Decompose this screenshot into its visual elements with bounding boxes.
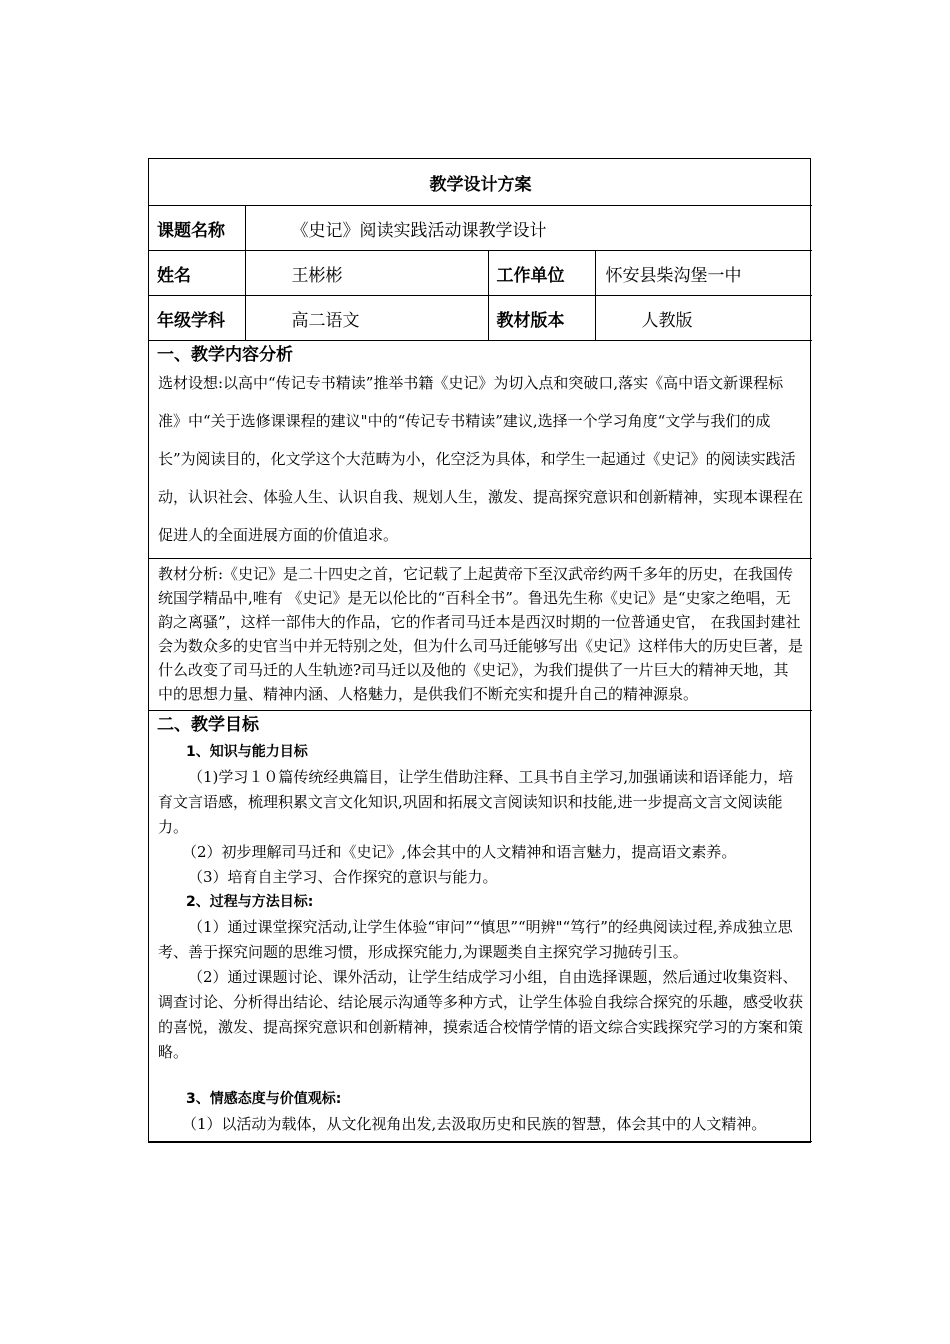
grade-label: 年级学科 bbox=[149, 296, 245, 341]
unit-value: 怀安县柴沟堡一中 bbox=[595, 251, 812, 296]
goal-knowledge-3: （3）培育自主学习、合作探究的意识与能力。 bbox=[188, 867, 498, 886]
form-title: 教学设计方案 bbox=[149, 159, 812, 206]
goal-process-heading: 2、过程与方法目标: bbox=[186, 893, 314, 910]
spacer bbox=[158, 1065, 803, 1087]
edition-value: 人教版 bbox=[595, 296, 812, 341]
goal-process-2: （2）通过课题讨论、课外活动，让学生结成学习小组，自由选择课题，然后通过收集资料、调查讨论、分析得出结论、结论展示沟通等多种方式，让学生体验自我综合探究的乐趣，感受收获的喜悦，激发、提高探究意识和创新精神，摸索适合校情学情的语文综合实践探究学习的方案和策略。 bbox=[158, 967, 804, 1061]
course-value: 《史记》阅读实践活动课教学设计 bbox=[245, 206, 812, 251]
goal-knowledge-2: （2）初步理解司马迁和《史记》,体会其中的人文精神和语言魅力，提高语文素养。 bbox=[182, 842, 737, 861]
content-analysis-section bbox=[149, 341, 812, 559]
name-value: 王彬彬 bbox=[245, 251, 488, 296]
form-table bbox=[149, 159, 812, 1142]
goal-knowledge-1: （1)学习１０篇传统经典篇目，让学生借助注释、工具书自主学习,加强诵读和语译能力，培育文言语感，梳理积累文言文化知识,巩固和拓展文言阅读知识和技能,进一步提高文言文阅读能力。 bbox=[158, 767, 794, 836]
material-analysis-section bbox=[149, 558, 812, 710]
design-paragraph: 选材设想:以高中“传记专书精读”推举书籍《史记》为切入点和突破口,落实《高中语文新课程标准》中“关于选修课课程的建议"中的“传记专书精读”建议,选择一个学习角度“文学与我们的成长”为阅读目的，化文学这个大范畴为小，化空泛为具体，和学生一起通过《史记》的阅读实践活动，认识社会、体验人生、认识自我、规划人生，激发、提高探究意识和创新精神，实现本课程在促进人的全面进展方面的价值追求。 bbox=[158, 373, 804, 544]
goal-emotion-heading: 3、情感态度与价值观标: bbox=[186, 1090, 342, 1107]
material-paragraph: 教材分析:《史记》是二十四史之首，它记载了上起黄帝下至汉武帝约两千多年的历史，在我国传统国学精品中,唯有 《史记》是无以伦比的“百科全书”。鲁迅先生称《史记》是“史家之绝唱，无韵之离骚”，这样一部伟大的作品，它的作者司马迁本是西汉时期的一位普通史官， 在我国封建社会为数众多的史官当中并无特别之处，但为什么司马迁能够写出《史记》这样伟大的历史巨著，是什么改变了司马迁的人生轨迹?司马迁以及他的《史记》，为我们提供了一片巨大的精神天地，其中的思想力量、精神内涵、人格魅力，是供我们不断充实和提升自己的精神源泉。 bbox=[158, 564, 804, 703]
name-label: 姓名 bbox=[149, 251, 245, 296]
teaching-goals-section bbox=[149, 710, 812, 1141]
goal-knowledge-heading: 1、知识与能力目标 bbox=[186, 743, 308, 760]
teaching-goals-heading: 二、教学目标 bbox=[157, 714, 259, 735]
course-label: 课题名称 bbox=[149, 206, 245, 251]
content-analysis-heading: 一、教学内容分析 bbox=[157, 345, 293, 365]
edition-label: 教材版本 bbox=[488, 296, 595, 341]
goal-emotion-1: （1）以活动为载体，从文化视角出发,去汲取历史和民族的智慧，体会其中的人文精神。 bbox=[182, 1114, 767, 1133]
grade-value: 高二语文 bbox=[245, 296, 488, 341]
goal-process-1: （1）通过课堂探究活动,让学生体验“审问”“慎思”“明辨"“笃行”的经典阅读过程,养成独立思考、善于探究问题的思维习惯，形成探究能力,为课题类自主探究学习抛砖引玉。 bbox=[158, 917, 793, 961]
lesson-plan-form bbox=[148, 158, 811, 1143]
unit-label: 工作单位 bbox=[488, 251, 595, 296]
